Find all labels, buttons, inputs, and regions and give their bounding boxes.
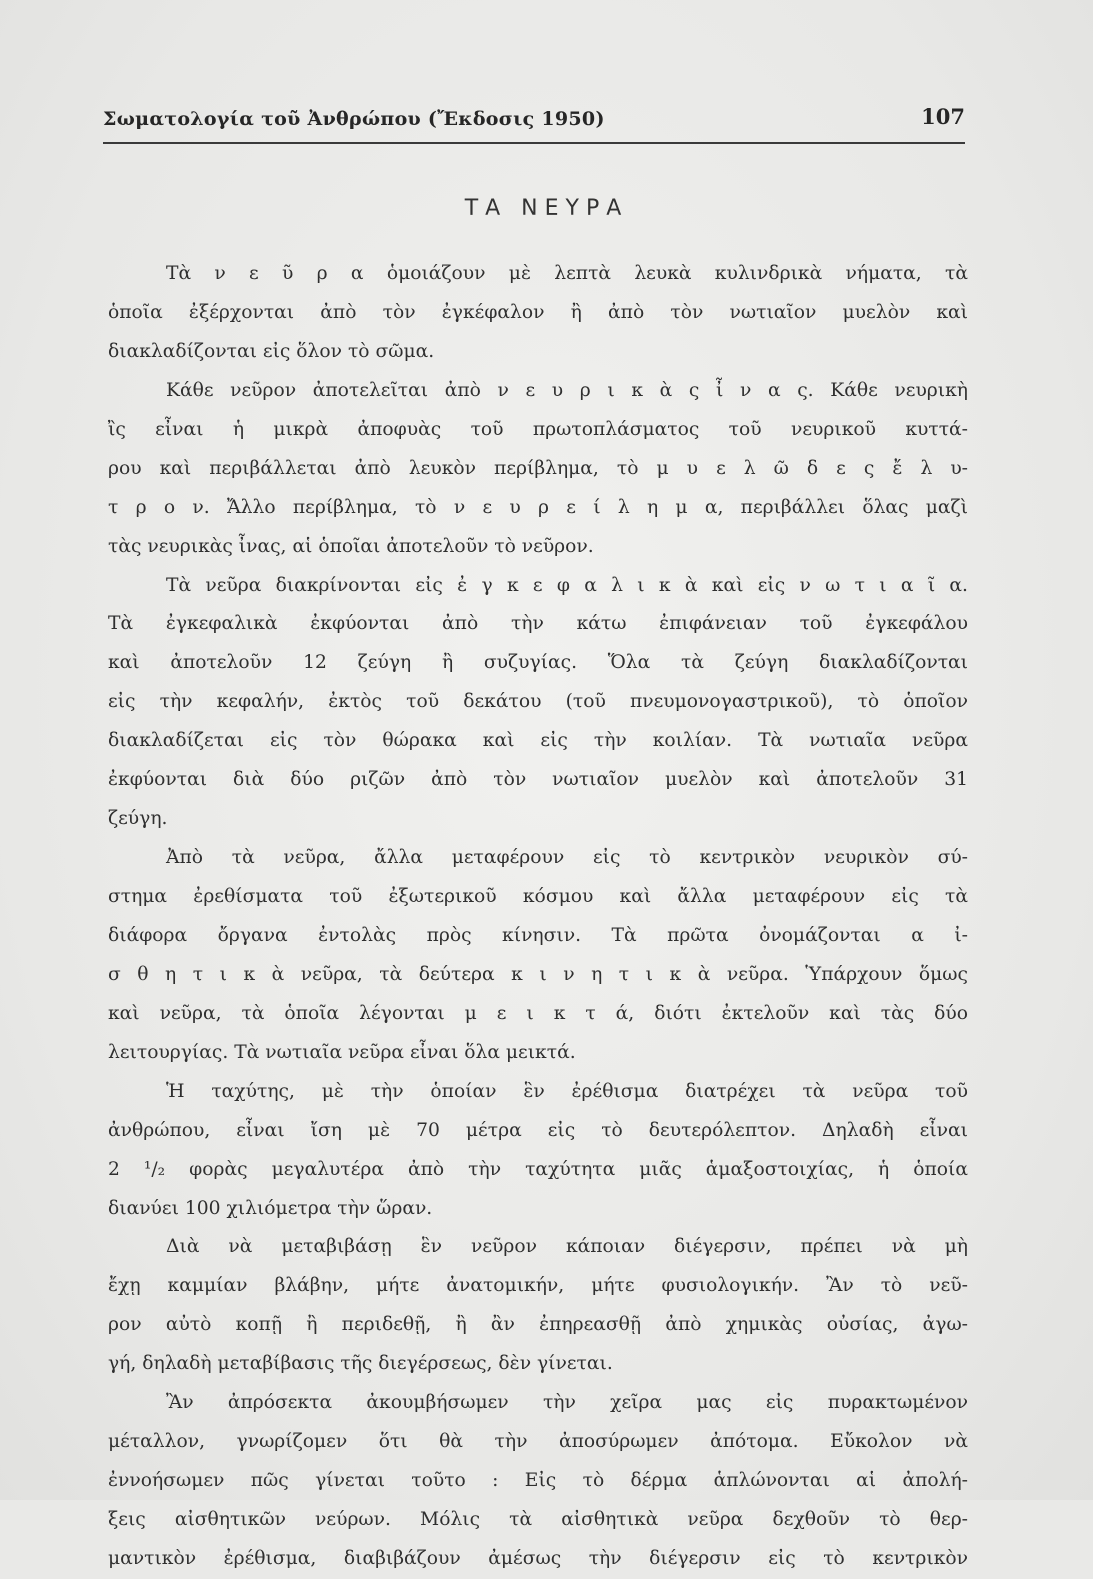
text-line: τὰς νευρικὰς ἶνας, αἱ ὁποῖαι ἀποτελοῦν τὸ νεῦρον. — [108, 535, 594, 557]
text-line: καὶ ἀποτελοῦν 12 ζεύγη ἢ συζυγίας. Ὅλα τὰ ζεύγη διακλαδίζονται — [108, 652, 968, 674]
text-line: μαντικὸν ἐρέθισμα, διαβιβάζουν ἀμέσως τὴν διέγερσιν εἰς τὸ κεντρικὸν — [108, 1547, 968, 1569]
text-line: Ἀπὸ τὰ νεῦρα, ἄλλα μεταφέρουν εἰς τὸ κεντρικὸν νευρικὸν σύ- — [166, 847, 968, 869]
text-line: ρον αὐτὸ κοπῇ ἢ περιδεθῇ, ἢ ἂν ἐπηρεασθῇ ἀπὸ χημικὰς οὐσίας, ἀγω- — [108, 1314, 968, 1336]
text-line: διακλαδίζεται εἰς τὸν θώρακα καὶ εἰς τὴν κοιλίαν. Τὰ νωτιαῖα νεῦρα — [108, 730, 968, 752]
text-line: τ ρ ο ν. Ἄλλο περίβλημα, τὸ ν ε υ ρ ε ί λ η μ α, περιβάλλει ὅλας μαζὶ — [108, 496, 968, 518]
text-line: εἰς τὴν κεφαλήν, ἐκτὸς τοῦ δεκάτου (τοῦ πνευμονογαστρικοῦ), τὸ ὁποῖον — [108, 691, 968, 713]
text-line: διάφορα ὄργανα ἐντολὰς πρὸς κίνησιν. Τὰ πρῶτα ὀνομάζονται α ἰ- — [108, 924, 968, 946]
text-line: ἐκφύονται διὰ δύο ριζῶν ἀπὸ τὸν νωτιαῖον μυελὸν καὶ ἀποτελοῦν 31 — [108, 769, 968, 791]
text-line: μέταλλον, γνωρίζομεν ὅτι θὰ τὴν ἀποσύρωμεν ἀπότομα. Εὔκολον νὰ — [108, 1431, 968, 1453]
chapter-title: ΤΑ ΝΕΥΡΑ — [464, 196, 629, 221]
text-line: στημα ἐρεθίσματα τοῦ ἐξωτερικοῦ κόσμου καὶ ἄλλα μεταφέρουν εἰς τὰ — [108, 886, 968, 907]
text-line: καὶ νεῦρα, τὰ ὁποῖα λέγονται μ ε ι κ τ ά, διότι ἐκτελοῦν καὶ τὰς δύο — [108, 1002, 968, 1024]
text-line: γή, δηλαδὴ μεταβίβασις τῆς διεγέρσεως, δὲν γίνεται. — [108, 1353, 613, 1375]
text-line: ἀνθρώπου, εἶναι ἴση μὲ 70 μέτρα εἰς τὸ δευτερόλεπτον. Δηλαδὴ εἶναι — [108, 1119, 968, 1141]
body-text — [108, 255, 968, 1579]
text-line: 2 ¹/₂ φορὰς μεγαλυτέρα ἀπὸ τὴν ταχύτητα μιᾶς ἁμαξοστοιχίας, ἡ ὁποία — [108, 1158, 968, 1180]
text-line: Ἂν ἀπρόσεκτα ἀκουμβήσωμεν τὴν χεῖρα μας εἰς πυρακτωμένον — [166, 1392, 968, 1414]
text-line: σ θ η τ ι κ ὰ νεῦρα, τὰ δεύτερα κ ι ν η τ ι κ ὰ νεῦρα. Ὑπάρχουν ὅμως — [108, 963, 968, 985]
text-line: Τὰ ἐγκεφαλικὰ ἐκφύονται ἀπὸ τὴν κάτω ἐπιφάνειαν τοῦ ἐγκεφάλου — [108, 613, 968, 635]
text-line: ζεύγη. — [108, 808, 168, 830]
text-line: ἐννοήσωμεν πῶς γίνεται τοῦτο : Εἰς τὸ δέρμα ἁπλώνονται αἱ ἀπολή- — [108, 1470, 968, 1492]
running-header — [103, 98, 965, 134]
text-line: Διὰ νὰ μεταβιβάσῃ ἓν νεῦρον κάποιαν διέγερσιν, πρέπει νὰ μὴ — [166, 1236, 968, 1258]
text-line: διακλαδίζονται εἰς ὅλον τὸ σῶμα. — [108, 340, 435, 362]
text-line: ρου καὶ περιβάλλεται ἀπὸ λευκὸν περίβλημα, τὸ μ υ ε λ ῶ δ ε ς ἔ λ υ- — [108, 457, 968, 479]
page-number: 107 — [921, 104, 965, 129]
text-line: ἲς εἶναι ἡ μικρὰ ἀποφυὰς τοῦ πρωτοπλάσματος τοῦ νευρικοῦ κυττά- — [108, 418, 968, 440]
text-line: διανύει 100 χιλιόμετρα τὴν ὥραν. — [108, 1197, 433, 1219]
running-title: Σωματολογία τοῦ Ἀνθρώπου (Ἔκδοσις 1950) — [103, 108, 605, 130]
text-line: ἔχῃ καμμίαν βλάβην, μήτε ἀνατομικήν, μήτε φυσιολογικήν. Ἂν τὸ νεῦ- — [108, 1275, 968, 1297]
text-line: λειτουργίας. Τὰ νωτιαῖα νεῦρα εἶναι ὅλα μεικτά. — [108, 1041, 576, 1063]
text-line: Τὰ ν ε ῦ ρ α ὁμοιάζουν μὲ λεπτὰ λευκὰ κυλινδρικὰ νήματα, τὰ — [166, 263, 968, 284]
text-line: Τὰ νεῦρα διακρίνονται εἰς ἐ γ κ ε φ α λ ι κ ὰ καὶ εἰς ν ω τ ι α ῖ α. — [166, 574, 968, 596]
header-rule — [103, 142, 965, 144]
text-line: Κάθε νεῦρον ἀποτελεῖται ἀπὸ ν ε υ ρ ι κ ὰ ς ἶ ν α ς. Κάθε νευρικὴ — [166, 379, 968, 401]
text-line: ὁποῖα ἐξέρχονται ἀπὸ τὸν ἐγκέφαλον ἢ ἀπὸ τὸν νωτιαῖον μυελὸν καὶ — [108, 301, 968, 323]
text-line: Ἡ ταχύτης, μὲ τὴν ὁποίαν ἓν ἐρέθισμα διατρέχει τὰ νεῦρα τοῦ — [166, 1080, 968, 1102]
text-line: ξεις αἰσθητικῶν νεύρων. Μόλις τὰ αἰσθητικὰ νεῦρα δεχθοῦν τὸ θερ- — [108, 1509, 968, 1530]
